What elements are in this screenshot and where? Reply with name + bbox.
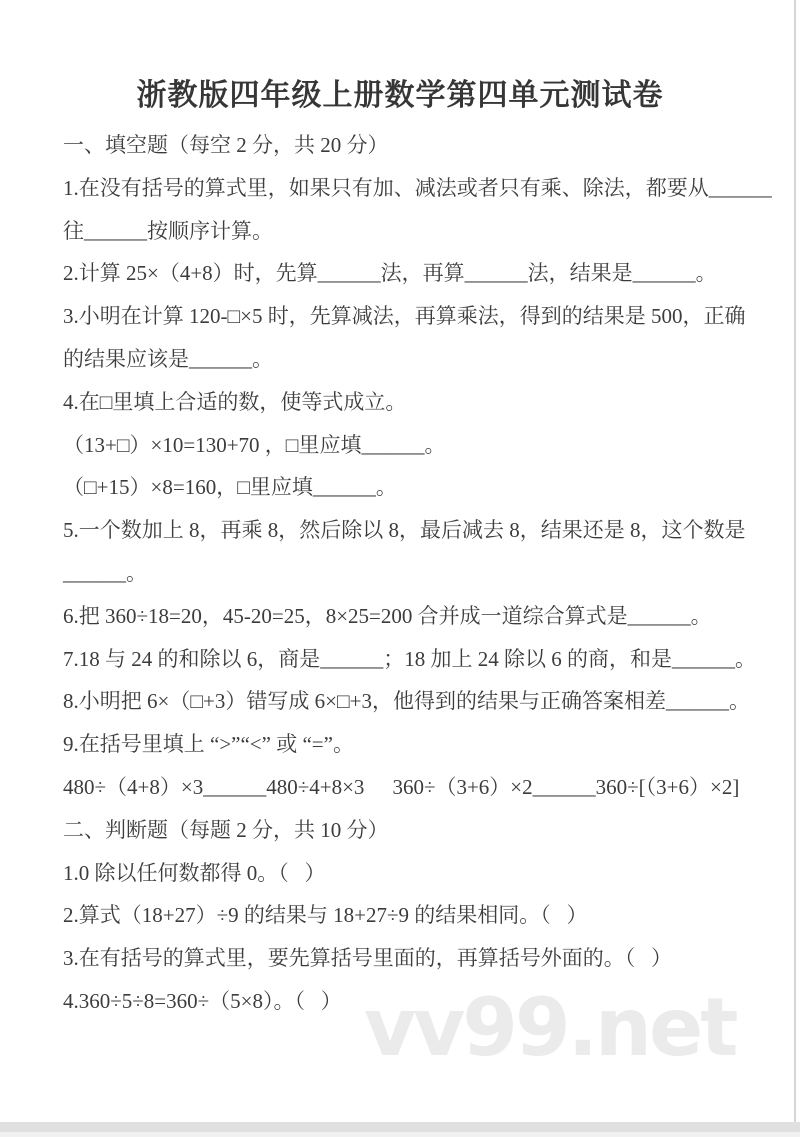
section1-heading: 一、填空题（每空 2 分，共 20 分） xyxy=(63,133,389,157)
fill-q4-sub2: （□+15）×8=160，□里应填______。 xyxy=(63,475,397,500)
watermark-text: vv99.net xyxy=(364,981,736,1074)
fill-q4: 4.在□里填上合适的数，使等式成立。 xyxy=(63,389,407,414)
judge-q3: 3.在有括号的算式里，要先算括号里面的，再算括号外面的。（ ） xyxy=(63,946,672,971)
fill-q5-line1: 5.一个数加上 8，再乘 8，然后除以 8，最后减去 8，结果还是 8，这个数是 xyxy=(63,518,746,543)
page-title: 浙教版四年级上册数学第四单元测试卷 xyxy=(136,79,664,112)
fill-q9-comparisons xyxy=(63,766,738,809)
fill-q9: 9.在括号里填上 “>”“<” 或 “=”。 xyxy=(63,732,354,757)
judge-q2: 2.算式（18+27）÷9 的结果与 18+27÷9 的结果相同。（ ） xyxy=(63,903,588,928)
fill-q2: 2.计算 25×（4+8）时，先算______法，再算______法，结果是______。 xyxy=(63,261,717,286)
fill-q8: 8.小明把 6×（□+3）错写成 6×□+3，他得到的结果与正确答案相差______。 xyxy=(63,689,750,714)
fill-q3-line1: 3.小明在计算 120-□×5 时，先算减法，再算乘法，得到的结果是 500，正确 xyxy=(63,304,746,329)
fill-q9-compare-1: 480÷（4+8）×3______480÷4+8×3 xyxy=(63,774,365,799)
fill-q9-compare-2: 360÷（3+6）×2______360÷[（3+6）×2] xyxy=(392,774,740,799)
document-body xyxy=(63,124,772,1023)
judge-q1: 1.0 除以任何数都得 0。（ ） xyxy=(63,860,326,885)
section2-heading: 二、判断题（每题 2 分，共 10 分） xyxy=(63,817,389,842)
fill-q7: 7.18 与 24 的和除以 6，商是______；18 加上 24 除以 6 的商，和是______。 xyxy=(63,646,756,671)
page-right-border xyxy=(794,0,796,1122)
fill-q1-line1: 1.在没有括号的算式里，如果只有加、减法或者只有乘、除法，都要从______ xyxy=(63,175,772,200)
viewer-bottom-bar xyxy=(0,1122,800,1132)
fill-q4-sub1: （13+□）×10=130+70 ，□里应填______。 xyxy=(63,432,446,457)
fill-q1-line2: 往______按顺序计算。 xyxy=(63,218,273,243)
viewer-bottom-strip xyxy=(0,1132,800,1137)
fill-q3-line2: 的结果应该是______。 xyxy=(63,346,273,371)
fill-q6: 6.把 360÷18=20，45-20=25，8×25=200 合并成一道综合算式是______。 xyxy=(63,603,712,628)
judge-q4: 4.360÷5÷8=360÷（5×8）。（ ） xyxy=(63,988,342,1013)
fill-q5-line2: ______。 xyxy=(63,560,147,585)
